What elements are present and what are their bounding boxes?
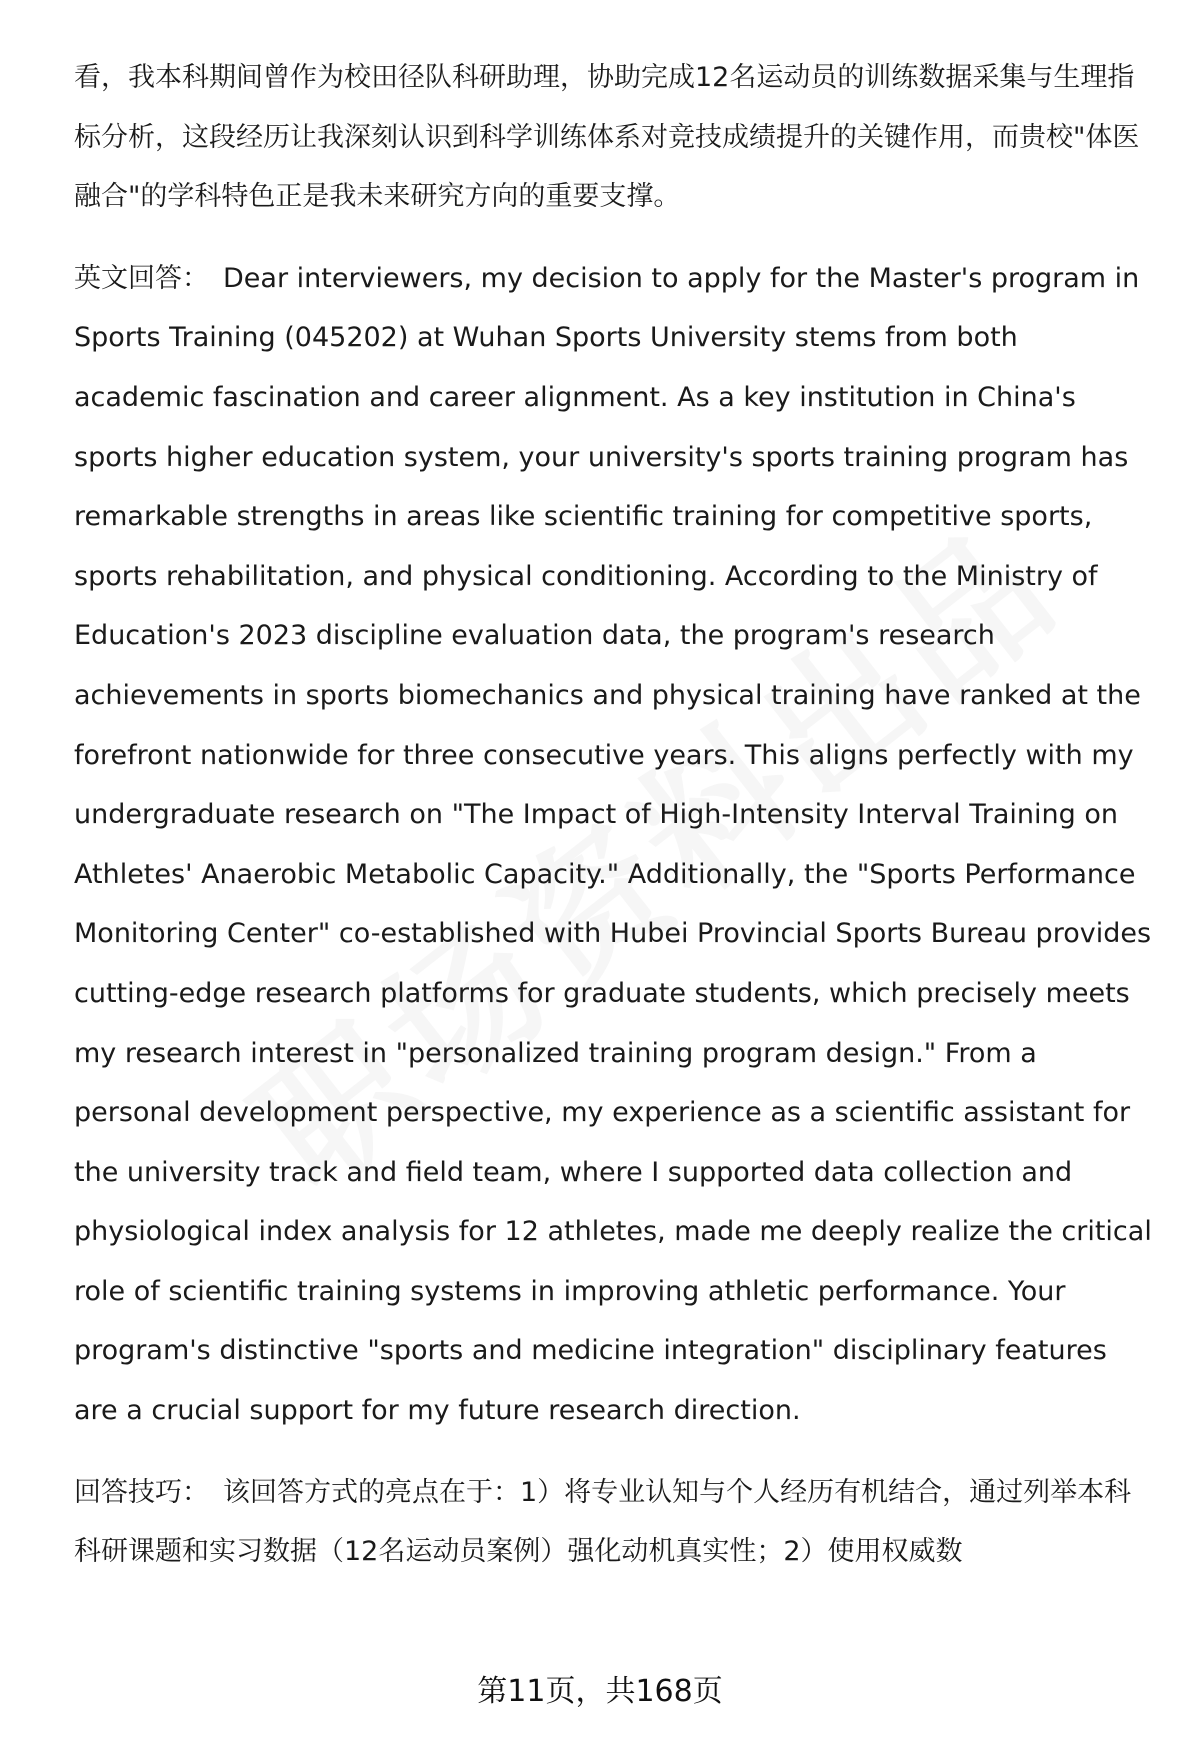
- english-answer-label: 英文回答：: [74, 262, 209, 294]
- english-answer-text: Dear interviewers, my decision to apply for the Master's program in Sports Training (045202) at Wuhan Sports University stems from both academic fascination and career alignment. As a key institution in China's sports higher education system, your university's sports training program has remarkable strengths in areas like scientific training for competitive sports, sports rehabilitation, and physical conditioning. According to the Ministry of Education's 2023 discipline evaluation data, the program's research achievements in sports biomechanics and physical training have ranked at the forefront nationwide for three consecutive years. This aligns perfectly with my undergraduate research on "The Impact of High-Intensity Interval Training on Athletes' Anaerobic Metabolic Capacity." Additionally, the "Sports Performance Monitoring Center" co-established with Hubei Provincial Sports Bureau provides cutting-edge research platforms for graduate students, which precisely meets my research interest in "personalized training program design." From a personal development perspective, my experience as a scientific assistant for the university track and field team, where I supported data collection and physiological index analysis for 12 athletes, made me deeply realize the critical role of scientific training systems in improving athletic performance. Your program's distinctive "sports and medicine integration" disciplinary features are a crucial support for my future research direction.: [74, 262, 1152, 1427]
- answer-tips-text: 该回答方式的亮点在于：1）将专业认知与个人经历有机结合，通过列举本科科研课题和实习数据（12名运动员案例）强化动机真实性；2）使用权威数: [74, 1476, 1132, 1568]
- paragraph-answer-tips: [74, 1463, 1154, 1582]
- paragraph-english-answer: [74, 249, 1154, 1441]
- paragraph-intro-tail: 看，我本科期间曾作为校田径队科研助理，协助完成12名运动员的训练数据采集与生理指标分析，这段经历让我深刻认识到科学训练体系对竞技成绩提升的关键作用，而贵校"体医融合"的学科特色正是我未来研究方向的重要支撑。: [74, 62, 1140, 213]
- page-number: 第11页，共168页: [477, 1674, 723, 1709]
- document-body: [74, 48, 1154, 1582]
- answer-tips-label: 回答技巧：: [74, 1476, 209, 1508]
